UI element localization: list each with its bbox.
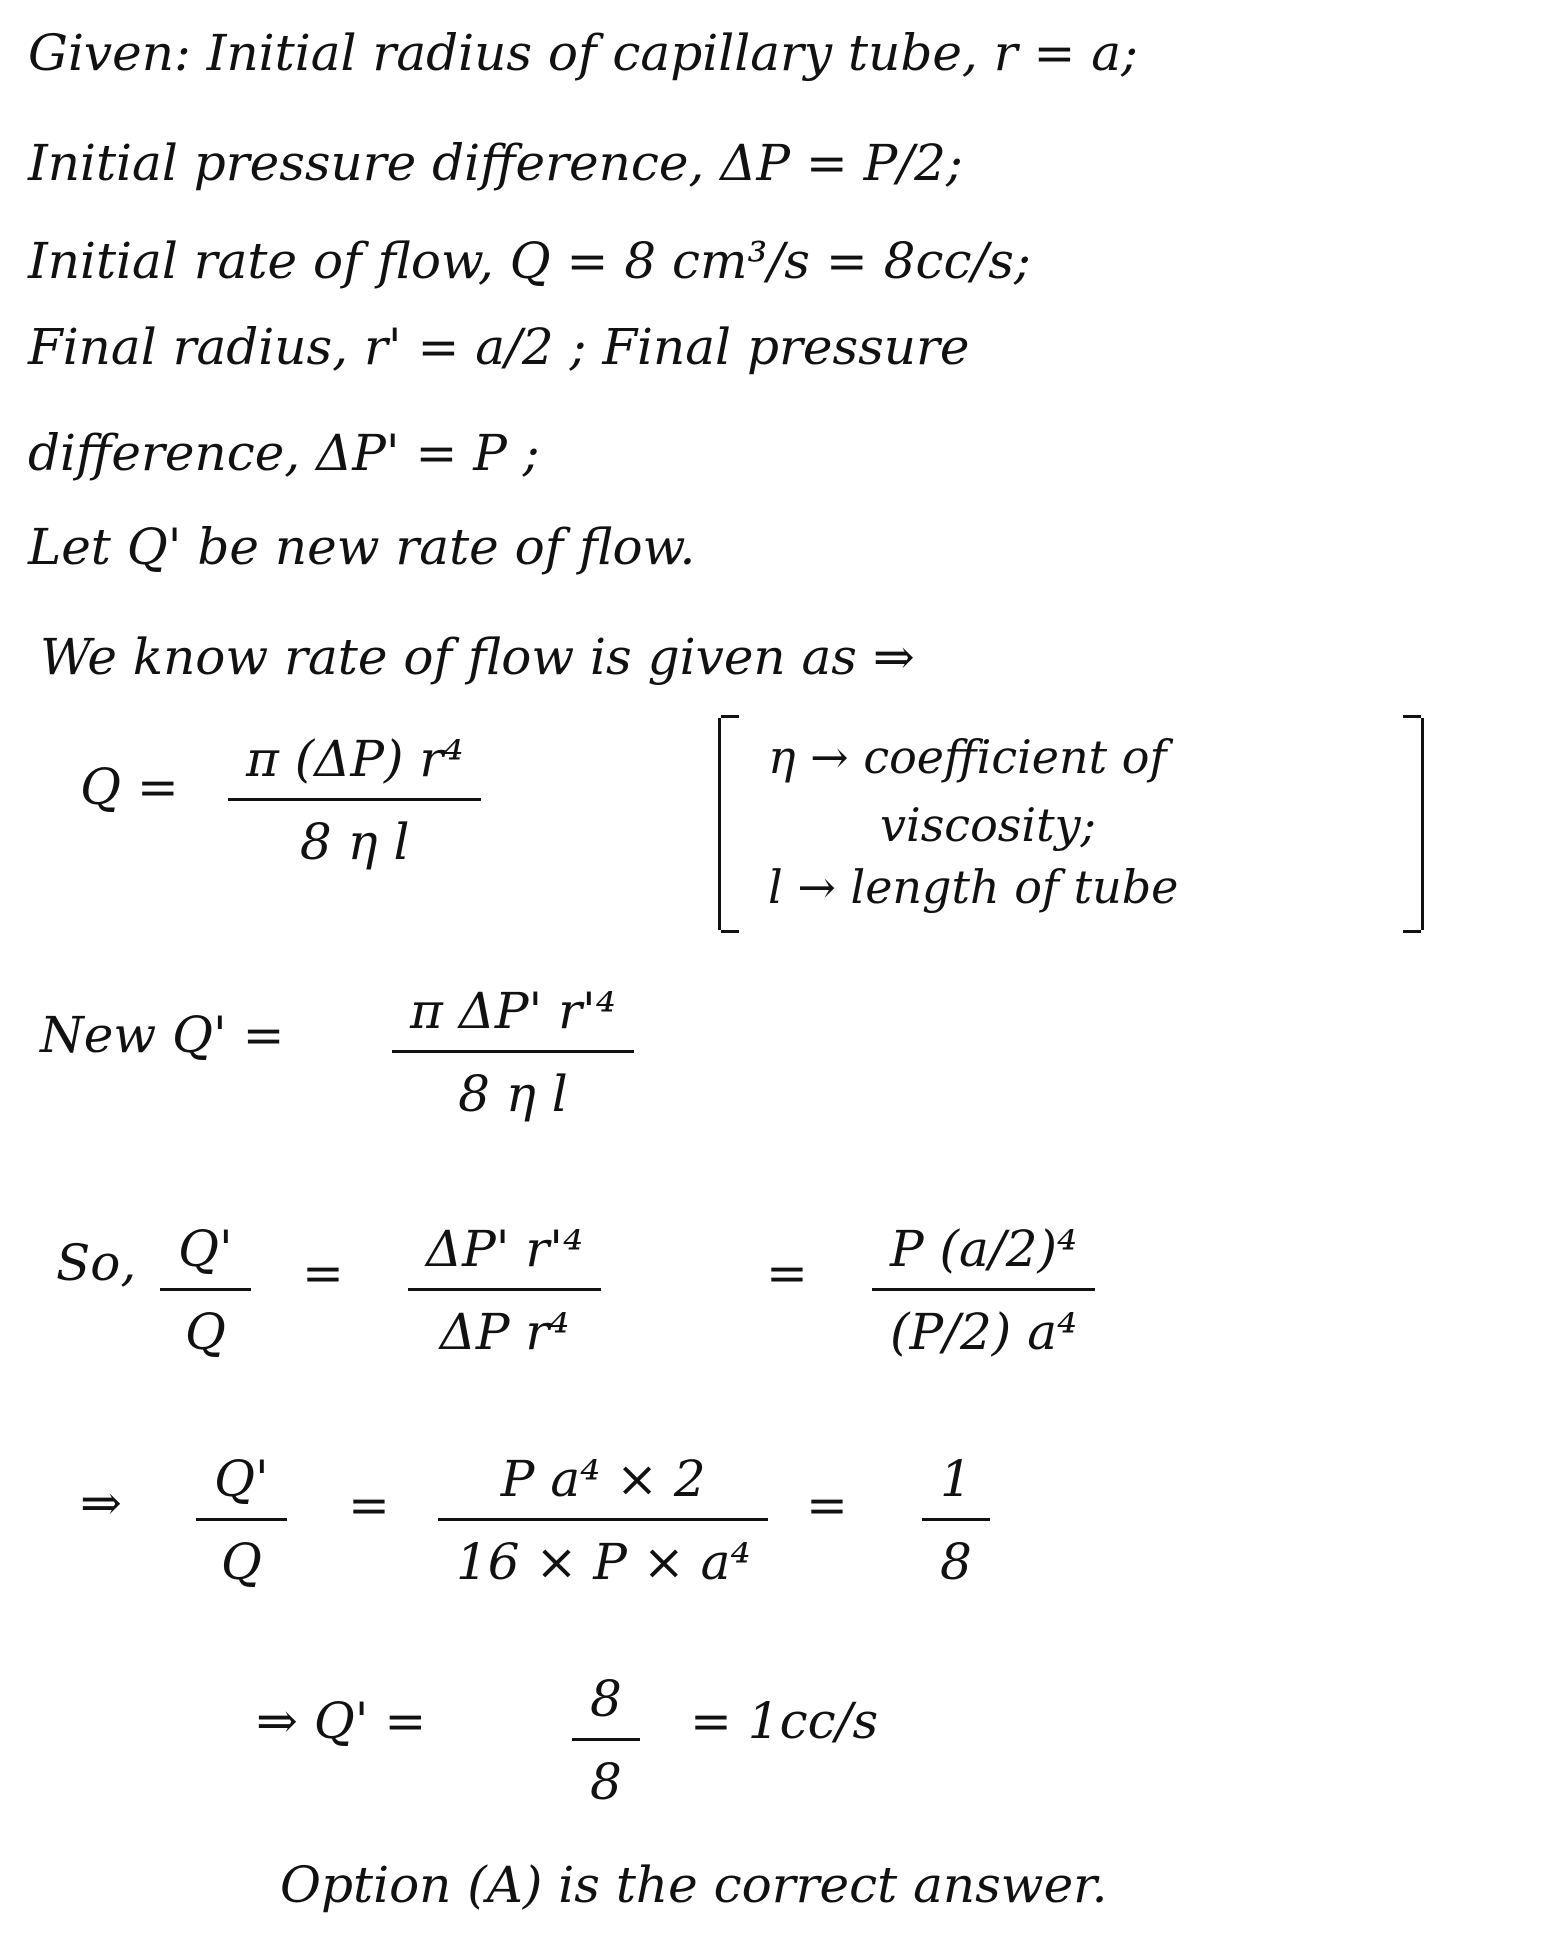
step2-fraction-1: [196, 1450, 287, 1591]
step3-denominator: 8: [590, 1753, 622, 1811]
formula1-fraction: [228, 730, 481, 871]
step3-numerator: 8: [590, 1670, 622, 1728]
ratio-f2-numerator: ΔP' r'⁴: [426, 1220, 584, 1278]
ratio-f3-numerator: P (a/2)⁴: [890, 1220, 1078, 1278]
formula2-fraction: [392, 982, 634, 1123]
step3-rhs: = 1cc/s: [690, 1692, 879, 1750]
conclusion: Option (A) is the correct answer.: [280, 1856, 1108, 1914]
ratio-f1-numerator: Q': [178, 1220, 233, 1278]
step2-f2-denominator: 16 × P × a⁴: [456, 1533, 751, 1591]
ratio-f3-denominator: (P/2) a⁴: [890, 1303, 1078, 1361]
formula2-lhs: New Q' =: [40, 1006, 285, 1064]
ratio-fraction-3: [872, 1220, 1095, 1361]
given-line-6: Let Q' be new rate of flow.: [28, 518, 696, 576]
step2-f1-numerator: Q': [214, 1450, 269, 1508]
step2-equals-2: =: [806, 1476, 848, 1534]
given-line-1: Given: Initial radius of capillary tube, r = a;: [28, 24, 1138, 82]
step2-f3-denominator: 8: [940, 1533, 972, 1591]
step2-f3-numerator: 1: [940, 1450, 972, 1508]
step2-arrow: ⇒: [80, 1474, 122, 1532]
ratio-fraction-2: [408, 1220, 601, 1361]
step2-f2-numerator: P a⁴ × 2: [500, 1450, 706, 1508]
formula1-denominator: 8 η l: [299, 813, 410, 871]
given-line-5: difference, ΔP' = P ;: [28, 424, 540, 482]
step3-lhs: ⇒ Q' =: [256, 1692, 427, 1750]
given-line-4: Final radius, r' = a/2 ; Final pressure: [28, 318, 970, 376]
know-line: We know rate of flow is given as ⇒: [40, 628, 915, 686]
ratio-equals-2: =: [766, 1244, 808, 1302]
ratio-prefix: So,: [56, 1234, 137, 1292]
formula1-lhs: Q =: [80, 758, 179, 816]
step2-equals-1: =: [348, 1476, 390, 1534]
bracket-line-3: l → length of tube: [768, 860, 1179, 914]
ratio-fraction-1: [160, 1220, 251, 1361]
formula1-numerator: π (ΔP) r⁴: [246, 730, 464, 788]
step2-fraction-3: [922, 1450, 990, 1591]
step3-fraction: [572, 1670, 640, 1811]
formula2-denominator: 8 η l: [458, 1065, 568, 1123]
ratio-f2-denominator: ΔP r⁴: [439, 1303, 570, 1361]
given-line-3: Initial rate of flow, Q = 8 cm³/s = 8cc/s;: [28, 232, 1031, 290]
step2-f1-denominator: Q: [220, 1533, 262, 1591]
formula2-numerator: π ΔP' r'⁴: [410, 982, 616, 1040]
given-line-2: Initial pressure difference, ΔP = P/2;: [28, 134, 963, 192]
ratio-equals-1: =: [302, 1244, 344, 1302]
ratio-f1-denominator: Q: [184, 1303, 226, 1361]
bracket-line-1: η → coefficient of: [768, 730, 1167, 784]
step2-fraction-2: [438, 1450, 768, 1591]
bracket-line-2: viscosity;: [880, 798, 1097, 852]
